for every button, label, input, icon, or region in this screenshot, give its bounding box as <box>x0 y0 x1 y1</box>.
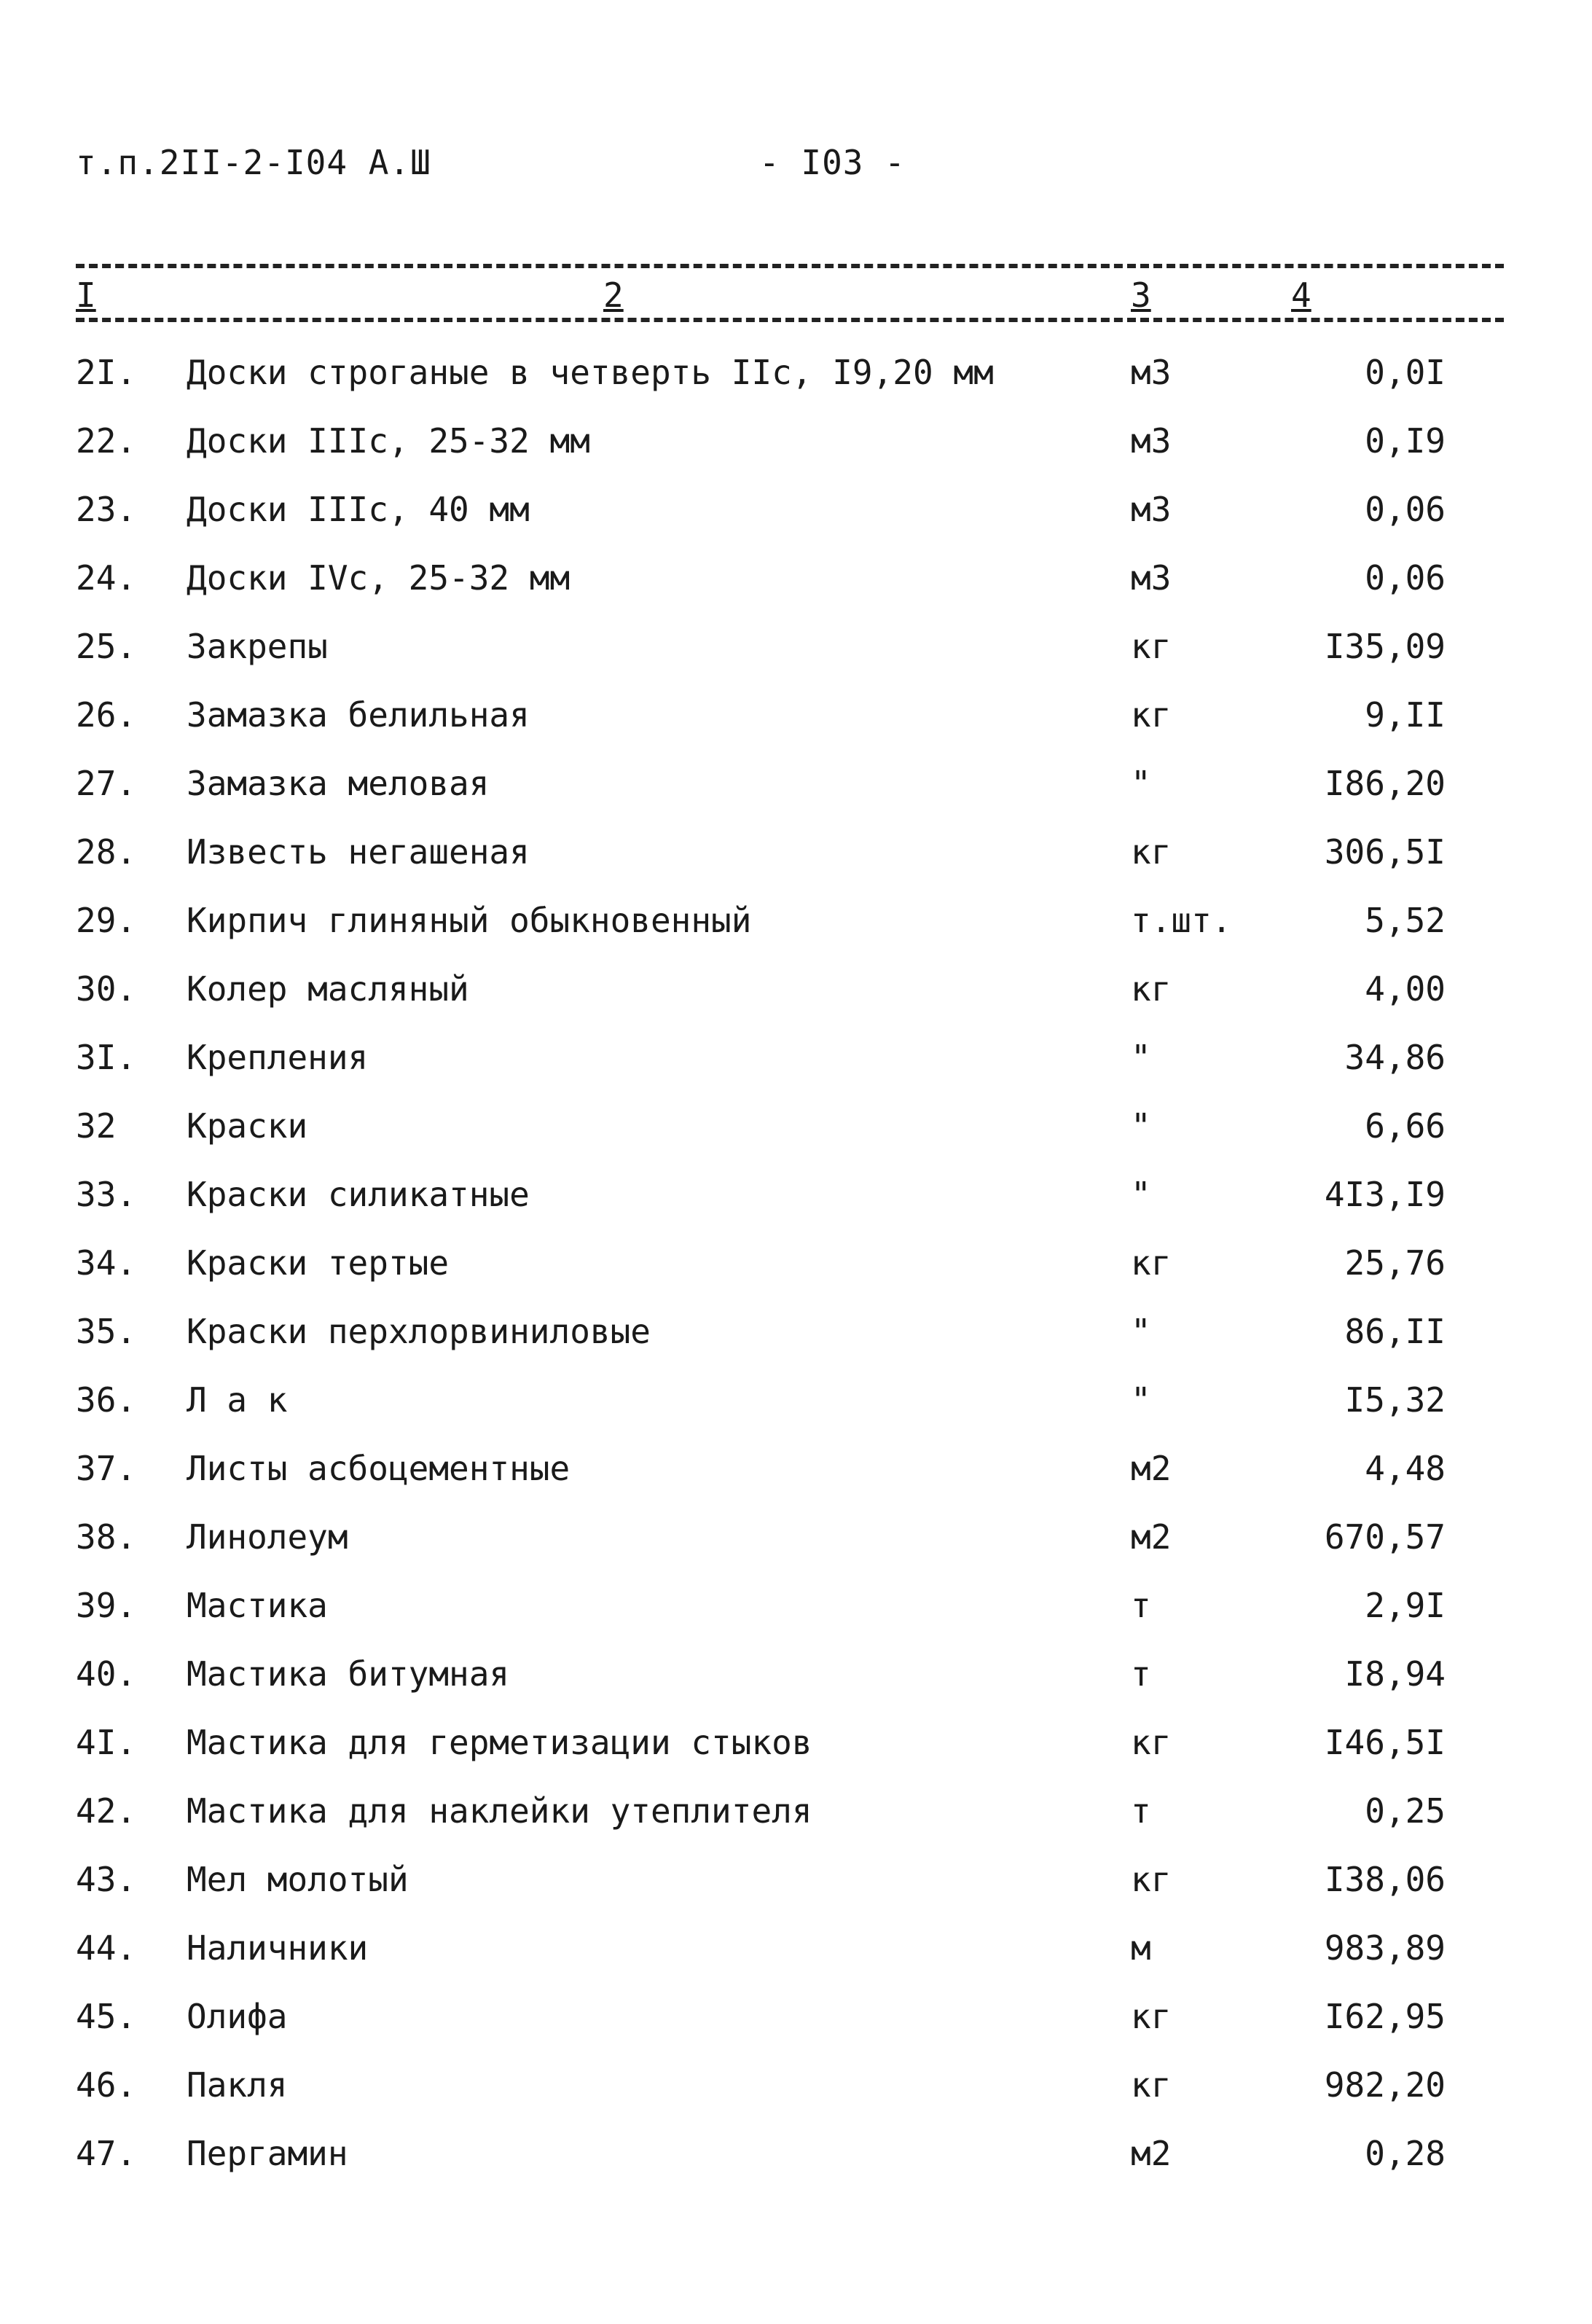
quantity: I35,09 <box>1324 627 1446 666</box>
table-row <box>76 343 1504 411</box>
material-name: Мастика для наклейки утеплителя <box>187 1791 812 1831</box>
table-row <box>76 1918 1504 1987</box>
row-number: 37. <box>76 1449 137 1488</box>
table-row <box>76 1370 1504 1439</box>
unit-of-measure: кг <box>1131 1243 1172 1283</box>
row-number: 43. <box>76 1860 137 1899</box>
row-number: 28. <box>76 832 137 872</box>
material-name: Краски перхлорвиниловые <box>187 1312 651 1351</box>
material-name: Крепления <box>187 1038 369 1077</box>
table-row <box>76 480 1504 548</box>
table-row <box>76 2124 1504 2192</box>
quantity: 0,0I <box>1365 353 1446 392</box>
unit-of-measure: м2 <box>1131 2134 1172 2173</box>
unit-of-measure: м2 <box>1131 1517 1172 1557</box>
unit-of-measure: кг <box>1131 1723 1172 1762</box>
table-row <box>76 1507 1504 1576</box>
unit-of-measure: кг <box>1131 627 1172 666</box>
table-row <box>76 1713 1504 1781</box>
table-row <box>76 1028 1504 1096</box>
quantity: 983,89 <box>1324 1928 1446 1968</box>
table-row <box>76 1644 1504 1713</box>
quantity: 25,76 <box>1344 1243 1446 1283</box>
quantity: I38,06 <box>1324 1860 1446 1899</box>
unit-of-measure: м3 <box>1131 421 1172 461</box>
row-number: 44. <box>76 1928 137 1968</box>
quantity: 6,66 <box>1365 1106 1446 1146</box>
unit-of-measure: " <box>1131 1038 1151 1077</box>
material-name: Мастика <box>187 1586 328 1625</box>
quantity: 0,I9 <box>1365 421 1446 461</box>
unit-of-measure: " <box>1131 1380 1151 1420</box>
row-number: 2I. <box>76 353 137 392</box>
unit-of-measure: т.шт. <box>1131 901 1232 940</box>
table-row <box>76 1096 1504 1165</box>
table-row <box>76 1987 1504 2055</box>
column-header-unit: 3 <box>1131 275 1151 315</box>
quantity: 9,II <box>1365 695 1446 735</box>
unit-of-measure: кг <box>1131 695 1172 735</box>
column-header-number: I <box>76 275 96 315</box>
material-name: Закрепы <box>187 627 328 666</box>
row-number: 45. <box>76 1997 137 2036</box>
unit-of-measure: кг <box>1131 2065 1172 2105</box>
row-number: 42. <box>76 1791 137 1831</box>
table-row <box>76 1165 1504 1233</box>
row-number: 46. <box>76 2065 137 2105</box>
unit-of-measure: т <box>1131 1791 1151 1831</box>
material-name: Пакля <box>187 2065 288 2105</box>
unit-of-measure: кг <box>1131 1860 1172 1899</box>
row-number: 22. <box>76 421 137 461</box>
material-name: Мастика для герметизации стыков <box>187 1723 812 1762</box>
material-name: Доски IVс, 25-32 мм <box>187 558 570 598</box>
quantity: 4,00 <box>1365 969 1446 1009</box>
quantity: 34,86 <box>1344 1038 1446 1077</box>
material-name: Доски IIIс, 40 мм <box>187 490 530 529</box>
material-name: Мел молотый <box>187 1860 409 1899</box>
column-header-name: 2 <box>603 275 624 315</box>
quantity: I46,5I <box>1324 1723 1446 1762</box>
row-number: 47. <box>76 2134 137 2173</box>
unit-of-measure: м3 <box>1131 558 1172 598</box>
unit-of-measure: м2 <box>1131 1449 1172 1488</box>
row-number: 36. <box>76 1380 137 1420</box>
unit-of-measure: кг <box>1131 832 1172 872</box>
material-name: Доски строганые в четверть IIс, I9,20 мм <box>187 353 994 392</box>
unit-of-measure: т <box>1131 1654 1151 1694</box>
page-number: - I03 - <box>759 143 906 182</box>
row-number: 35. <box>76 1312 137 1351</box>
column-header-row <box>76 275 1504 319</box>
unit-of-measure: м <box>1131 1928 1151 1968</box>
row-number: 23. <box>76 490 137 529</box>
unit-of-measure: " <box>1131 1175 1151 1214</box>
material-name: Линолеум <box>187 1517 348 1557</box>
material-name: Доски IIIс, 25-32 мм <box>187 421 590 461</box>
quantity: 982,20 <box>1324 2065 1446 2105</box>
quantity: 5,52 <box>1365 901 1446 940</box>
top-divider <box>76 264 1504 268</box>
table-row <box>76 1576 1504 1644</box>
quantity: 4I3,I9 <box>1324 1175 1446 1214</box>
table-row <box>76 754 1504 822</box>
document-code: т.п.2II-2-I04 А.Ш <box>76 143 431 182</box>
unit-of-measure: " <box>1131 1106 1151 1146</box>
table-row <box>76 1439 1504 1507</box>
row-number: 26. <box>76 695 137 735</box>
row-number: 4I. <box>76 1723 137 1762</box>
table-row <box>76 617 1504 685</box>
unit-of-measure: м3 <box>1131 353 1172 392</box>
material-name: Краски силикатные <box>187 1175 530 1214</box>
row-number: 33. <box>76 1175 137 1214</box>
unit-of-measure: кг <box>1131 969 1172 1009</box>
quantity: I62,95 <box>1324 1997 1446 2036</box>
quantity: 0,06 <box>1365 558 1446 598</box>
table-row <box>76 891 1504 959</box>
material-name: Пергамин <box>187 2134 348 2173</box>
column-header-quantity: 4 <box>1291 275 1311 315</box>
material-name: Краски <box>187 1106 308 1146</box>
quantity: I8,94 <box>1344 1654 1446 1694</box>
material-name: Кирпич глиняный обыкновенный <box>187 901 752 940</box>
material-name: Краски тертые <box>187 1243 450 1283</box>
unit-of-measure: " <box>1131 1312 1151 1351</box>
table-row <box>76 1781 1504 1850</box>
table-row <box>76 411 1504 480</box>
unit-of-measure: т <box>1131 1586 1151 1625</box>
material-name: Замазка меловая <box>187 764 490 803</box>
row-number: 25. <box>76 627 137 666</box>
header-divider <box>76 318 1504 322</box>
row-number: 34. <box>76 1243 137 1283</box>
material-name: Л а к <box>187 1380 288 1420</box>
material-name: Листы асбоцементные <box>187 1449 570 1488</box>
quantity: 0,25 <box>1365 1791 1446 1831</box>
material-name: Известь негашеная <box>187 832 530 872</box>
material-name: Мастика битумная <box>187 1654 510 1694</box>
table-row <box>76 1233 1504 1302</box>
table-row <box>76 685 1504 754</box>
material-name: Замазка белильная <box>187 695 530 735</box>
table-row <box>76 548 1504 617</box>
row-number: 38. <box>76 1517 137 1557</box>
table-row <box>76 959 1504 1028</box>
quantity: I86,20 <box>1324 764 1446 803</box>
row-number: 40. <box>76 1654 137 1694</box>
row-number: 29. <box>76 901 137 940</box>
quantity: 4,48 <box>1365 1449 1446 1488</box>
material-name: Колер масляный <box>187 969 469 1009</box>
table-row <box>76 1302 1504 1370</box>
unit-of-measure: " <box>1131 764 1151 803</box>
row-number: 39. <box>76 1586 137 1625</box>
table-row <box>76 1850 1504 1918</box>
quantity: 306,5I <box>1324 832 1446 872</box>
quantity: I5,32 <box>1344 1380 1446 1420</box>
unit-of-measure: кг <box>1131 1997 1172 2036</box>
unit-of-measure: м3 <box>1131 490 1172 529</box>
materials-table <box>76 343 1504 2192</box>
quantity: 2,9I <box>1365 1586 1446 1625</box>
table-row <box>76 2055 1504 2124</box>
quantity: 86,II <box>1344 1312 1446 1351</box>
material-name: Наличники <box>187 1928 369 1968</box>
row-number: 27. <box>76 764 137 803</box>
quantity: 0,06 <box>1365 490 1446 529</box>
row-number: 3I. <box>76 1038 137 1077</box>
quantity: 0,28 <box>1365 2134 1446 2173</box>
row-number: 32 <box>76 1106 117 1146</box>
material-name: Олифа <box>187 1997 288 2036</box>
table-row <box>76 822 1504 891</box>
quantity: 670,57 <box>1324 1517 1446 1557</box>
row-number: 24. <box>76 558 137 598</box>
row-number: 30. <box>76 969 137 1009</box>
